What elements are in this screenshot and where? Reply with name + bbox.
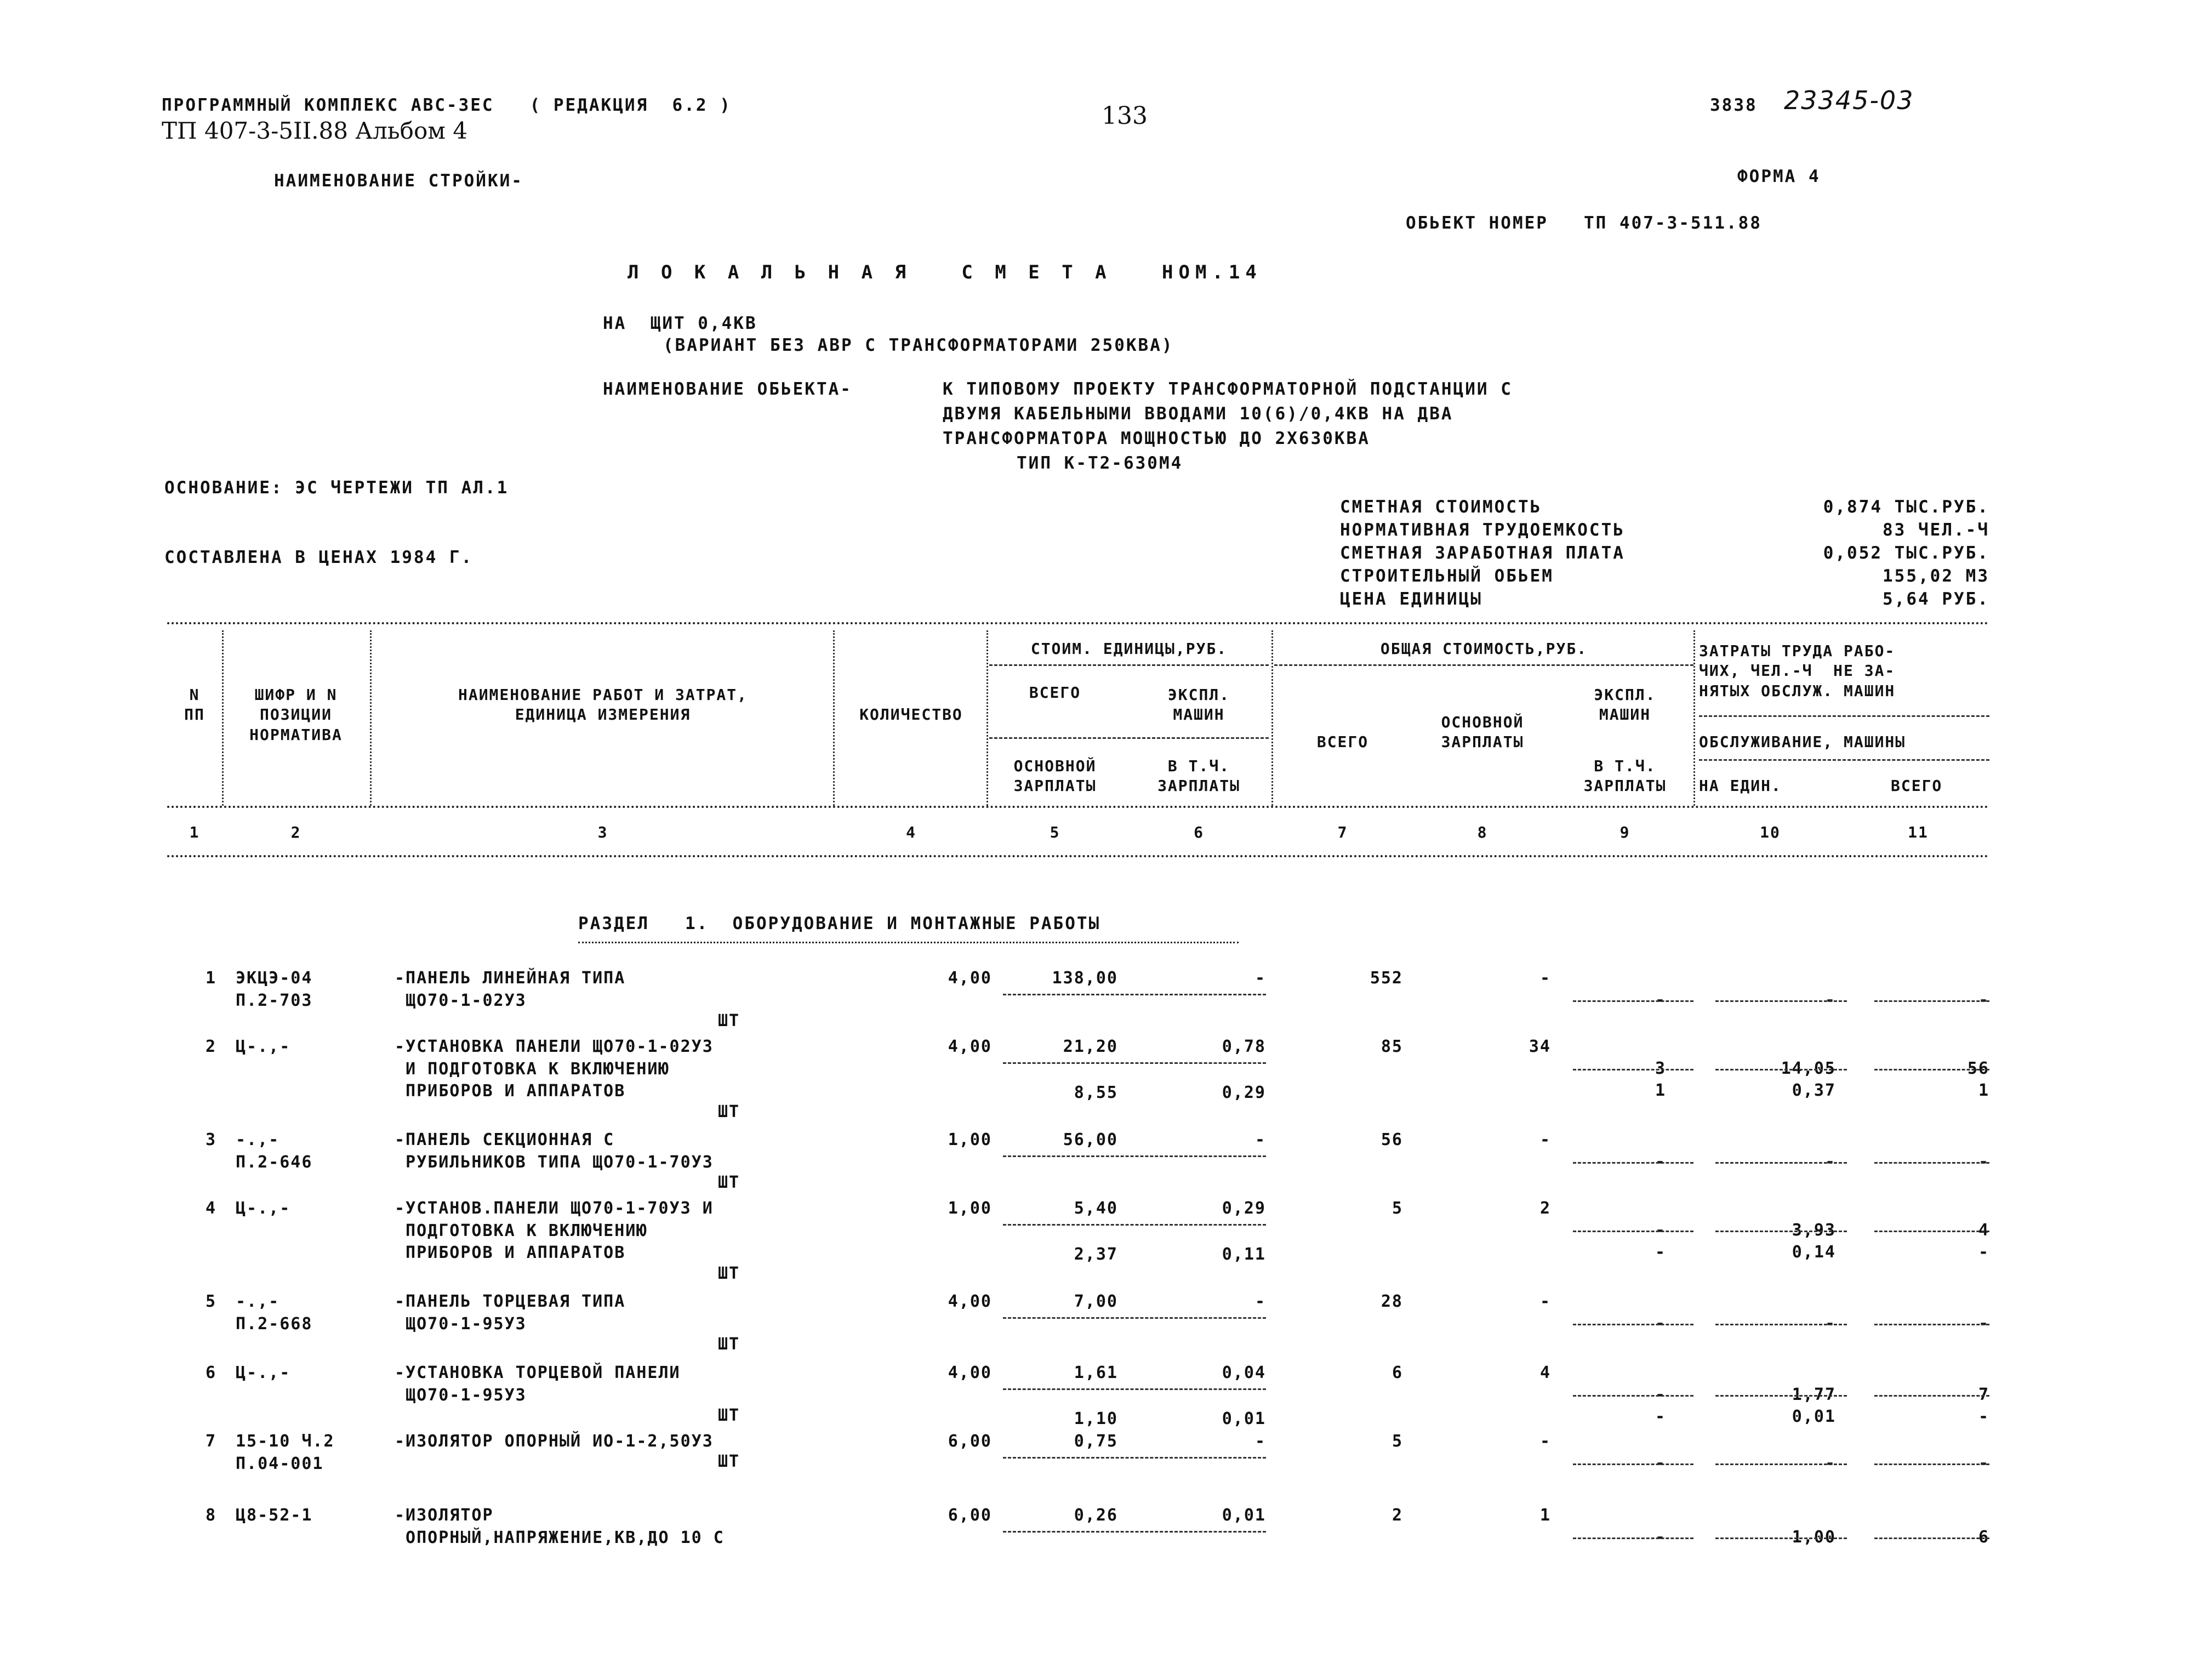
cell-rule	[1874, 1000, 1989, 1002]
cell-rule	[1573, 1000, 1693, 1002]
cell-rule	[1573, 1537, 1693, 1539]
row-incl: 0,01	[1222, 1409, 1266, 1428]
row-labor-unit: -	[1824, 1454, 1836, 1473]
row-total-incl: 1	[1655, 1081, 1666, 1100]
cell-rule	[1715, 1537, 1847, 1539]
row-number: 4	[205, 1199, 216, 1218]
row-unit: ШТ	[718, 1011, 740, 1030]
row-unit: ШТ	[718, 1173, 740, 1192]
cell-rule	[1874, 1463, 1989, 1465]
summary-label: СМЕТНАЯ ЗАРАБОТНАЯ ПЛАТА	[1340, 543, 1625, 563]
cell-rule	[1003, 1457, 1266, 1459]
construction-name: НАИМЕНОВАНИЕ СТРОЙКИ-	[274, 171, 523, 191]
summary-label: СМЕТНАЯ СТОИМОСТЬ	[1340, 497, 1542, 517]
row-mach: -	[1254, 1432, 1266, 1451]
row-wage: 8,55	[1074, 1083, 1118, 1102]
cell-rule	[1573, 1324, 1693, 1325]
row-price: 1,61	[1074, 1363, 1118, 1382]
header-labor: ЗАТРАТЫ ТРУДА РАБО- ЧИХ, ЧЕЛ.-Ч НЕ ЗА- НЯТЫХ ОБСЛУЖ. МАШИН	[1699, 642, 1896, 700]
row-name: -ПАНЕЛЬ СЕКЦИОННАЯ С РУБИЛЬНИКОВ ТИПА ЩО70-1-70У3	[395, 1130, 714, 1172]
row-labor-unit: -	[1824, 1314, 1836, 1333]
section-title: РАЗДЕЛ 1. ОБОРУДОВАНИЕ И МОНТАЖНЫЕ РАБОТЫ	[578, 914, 1101, 933]
col-number: 11	[1908, 823, 1929, 841]
row-total-wage: -	[1539, 1432, 1551, 1451]
row-mach: 0,29	[1222, 1199, 1266, 1218]
header-total-mach: ЭКСПЛ. МАШИН	[1594, 686, 1656, 724]
header-labor2: ОБСЛУЖИВАНИЕ, МАШИНЫ	[1699, 733, 1906, 751]
row-code: Ц-.,-	[236, 1037, 291, 1056]
row-name: -ПАНЕЛЬ ТОРЦЕВАЯ ТИПА ЩО70-1-95У3	[395, 1292, 626, 1334]
cell-rule	[1874, 1069, 1989, 1070]
estimate-title: Л О К А Л Ь Н А Я С М Е Т А НОМ.14	[628, 261, 1262, 283]
row-labor-unit: -	[1824, 1152, 1836, 1171]
row-qty: 6,00	[948, 1432, 992, 1451]
row-price: 5,40	[1074, 1199, 1118, 1218]
row-name: -УСТАНОВКА ПАНЕЛИ ЩО70-1-02У3 И ПОДГОТОВКА К ВКЛЮЧЕНИЮ ПРИБОРОВ И АППАРАТОВ	[395, 1037, 714, 1101]
row-incl: 0,29	[1222, 1083, 1266, 1102]
object-line1: К ТИПОВОМУ ПРОЕКТУ ТРАНСФОРМАТОРНОЙ ПОДСТАНЦИИ С	[943, 379, 1513, 399]
section-underline	[578, 942, 1239, 943]
row-code: -.,- П.2-668	[236, 1292, 313, 1334]
row-mach: 0,78	[1222, 1037, 1266, 1056]
row-incl: 0,11	[1222, 1245, 1266, 1264]
basis-text: ОСНОВАНИЕ: ЭС ЧЕРТЕЖИ ТП АЛ.1	[164, 478, 509, 498]
cell-rule	[1874, 1324, 1989, 1325]
col-divider	[370, 630, 372, 806]
row-name: -ПАНЕЛЬ ЛИНЕЙНАЯ ТИПА ЩО70-1-02У3	[395, 969, 626, 1010]
row-unit: ШТ	[718, 1102, 740, 1121]
summary-value: 5,64 РУБ.	[1883, 589, 1989, 609]
header-unit-incl: В Т.Ч. ЗАРПЛАТЫ	[1157, 757, 1240, 795]
object-line2: ДВУМЯ КАБЕЛЬНЫМИ ВВОДАМИ 10(6)/0,4КВ НА ДВА	[943, 404, 1453, 424]
row-name: -УСТАНОВ.ПАНЕЛИ ЩО70-1-70У3 И ПОДГОТОВКА К ВКЛЮЧЕНИЮ ПРИБОРОВ И АППАРАТОВ	[395, 1199, 714, 1262]
col-number: 6	[1194, 823, 1204, 841]
row-total: 6	[1392, 1363, 1403, 1382]
object-label: НАИМЕНОВАНИЕ ОБЬЕКТА-	[603, 379, 852, 399]
header-labor-total: ВСЕГО	[1891, 777, 1943, 795]
col-divider	[833, 630, 835, 806]
col-number: 1	[189, 823, 200, 841]
row-total-mach: -	[1655, 1528, 1666, 1547]
row-total-wage: -	[1539, 1130, 1551, 1149]
row-labor-total: 7	[1978, 1385, 1989, 1404]
row-total: 85	[1381, 1037, 1403, 1056]
row-total-wage: 1	[1539, 1506, 1551, 1525]
cell-rule	[1874, 1395, 1989, 1397]
header-bottom-rule	[167, 855, 1989, 857]
header-num: N ПП	[184, 686, 205, 724]
row-total-mach: -	[1655, 990, 1666, 1010]
row-mach: -	[1254, 969, 1266, 988]
row-unit: ШТ	[718, 1452, 740, 1471]
col-divider	[1693, 630, 1695, 806]
cell-rule	[1003, 994, 1266, 995]
row-total-mach: -	[1655, 1221, 1666, 1240]
row-number: 5	[205, 1292, 216, 1311]
row-name: -ИЗОЛЯТОР ОПОРНЫЙ,НАПРЯЖЕНИЕ,КВ,ДО 10 С	[395, 1506, 725, 1547]
album-title: ТП 407-3-5II.88 Альбом 4	[162, 117, 467, 144]
row-total: 56	[1381, 1130, 1403, 1149]
row-total-mach: -	[1655, 1385, 1666, 1404]
row-labor-unit-2: 0,37	[1792, 1081, 1836, 1100]
cell-rule	[1003, 1531, 1266, 1533]
prices-text: СОСТАВЛЕНА В ЦЕНАХ 1984 Г.	[164, 548, 474, 567]
col-divider	[222, 630, 224, 806]
row-labor-total: 6	[1978, 1528, 1989, 1547]
cell-rule	[1715, 1000, 1847, 1002]
row-labor-unit-2: 0,01	[1792, 1407, 1836, 1426]
header-code: ШИФР И N ПОЗИЦИИ НОРМАТИВА	[249, 686, 343, 744]
summary-label: СТРОИТЕЛЬНЫЙ ОБЬЕМ	[1340, 566, 1554, 586]
row-total: 5	[1392, 1432, 1403, 1451]
summary-value: 0,874 ТЫС.РУБ.	[1823, 497, 1989, 517]
row-wage: 1,10	[1074, 1409, 1118, 1428]
row-code: ЭКЦЭ-04 П.2-703	[236, 969, 313, 1010]
row-qty: 4,00	[948, 969, 992, 988]
row-qty: 6,00	[948, 1506, 992, 1525]
row-labor-unit: 3,93	[1792, 1221, 1836, 1240]
row-number: 6	[205, 1363, 216, 1382]
row-qty: 4,00	[948, 1363, 992, 1382]
row-total-mach: -	[1655, 1152, 1666, 1171]
row-total-mach: -	[1655, 1454, 1666, 1473]
header-name: НАИМЕНОВАНИЕ РАБОТ И ЗАТРАТ, ЕДИНИЦА ИЗМЕРЕНИЯ	[458, 686, 748, 724]
cell-rule	[1003, 1155, 1266, 1157]
row-price: 21,20	[1063, 1037, 1118, 1056]
col-number: 8	[1477, 823, 1488, 841]
row-labor-unit: 1,00	[1792, 1528, 1836, 1547]
summary-label: ЦЕНА ЕДИНИЦЫ	[1340, 589, 1482, 609]
col-divider	[1271, 630, 1273, 806]
cell-rule	[1715, 1395, 1847, 1397]
row-code: -.,- П.2-646	[236, 1130, 313, 1172]
row-number: 3	[205, 1130, 216, 1149]
cell-rule	[1573, 1395, 1693, 1397]
row-qty: 1,00	[948, 1130, 992, 1149]
header-total-incl: В Т.Ч. ЗАРПЛАТЫ	[1583, 757, 1667, 795]
col-divider	[986, 630, 988, 806]
cell-rule	[1573, 1162, 1693, 1164]
col-number: 7	[1337, 823, 1348, 841]
cell-rule	[1003, 1388, 1266, 1390]
row-total: 5	[1392, 1199, 1403, 1218]
row-total-wage: -	[1539, 1292, 1551, 1311]
cell-rule	[1874, 1162, 1989, 1164]
row-labor-unit: 1,77	[1792, 1385, 1836, 1404]
cell-rule	[1573, 1069, 1693, 1070]
header-unit-wage: ОСНОВНОЙ ЗАРПЛАТЫ	[1013, 757, 1097, 795]
header-unit-total: ВСЕГО	[1029, 684, 1081, 702]
row-total-wage: -	[1539, 969, 1551, 988]
row-code: 15-10 Ч.2 П.04-001	[236, 1432, 335, 1473]
cell-rule	[1003, 1062, 1266, 1064]
object-line3: ТРАНСФОРМАТОРА МОЩНОСТЬЮ ДО 2Х630КВА	[943, 429, 1370, 448]
row-labor-total: -	[1978, 1152, 1989, 1171]
cell-rule	[1874, 1537, 1989, 1539]
row-code: Ц-.,-	[236, 1363, 291, 1382]
cell-rule	[1715, 1463, 1847, 1465]
row-total-wage: 34	[1529, 1037, 1551, 1056]
row-price: 56,00	[1063, 1130, 1118, 1149]
object-number: ОБЬЕКТ НОМЕР ТП 407-3-511.88	[1406, 213, 1762, 233]
row-name: -УСТАНОВКА ТОРЦЕВОЙ ПАНЕЛИ ЩО70-1-95У3	[395, 1363, 681, 1405]
header-total-wage: ОСНОВНОЙ ЗАРПЛАТЫ	[1441, 713, 1524, 751]
row-total: 28	[1381, 1292, 1403, 1311]
row-code: Ц-.,-	[236, 1199, 291, 1218]
page-number: 133	[1102, 102, 1148, 130]
row-wage: 2,37	[1074, 1245, 1118, 1264]
header-rule	[167, 806, 1989, 808]
summary-value: 83 ЧЕЛ.-Ч	[1883, 520, 1989, 540]
row-number: 1	[205, 969, 216, 988]
header-labor-unit: НА ЕДИН.	[1699, 777, 1782, 795]
row-code: Ц8-52-1	[236, 1506, 313, 1525]
col-number: 3	[597, 823, 608, 841]
row-labor-total: 4	[1978, 1221, 1989, 1240]
row-qty: 1,00	[948, 1199, 992, 1218]
row-labor-total-2: 1	[1978, 1081, 1989, 1100]
estimate-for-line1: НА ЩИТ 0,4КВ	[603, 314, 757, 333]
row-labor-unit: -	[1824, 990, 1836, 1010]
object-line4: ТИП К-Т2-630М4	[1017, 453, 1183, 473]
program-title: ПРОГРАММНЫЙ КОМПЛЕКС АВС-3ЕС ( РЕДАКЦИЯ 6.2 )	[162, 95, 732, 115]
form-label: ФОРМА 4	[1737, 167, 1821, 186]
header-qty: КОЛИЧЕСТВО	[859, 705, 963, 724]
row-name: -ИЗОЛЯТОР ОПОРНЫЙ ИО-1-2,50У3	[395, 1432, 714, 1451]
row-mach: 0,04	[1222, 1363, 1266, 1382]
row-total-wage: 4	[1539, 1363, 1551, 1382]
row-unit: ШТ	[718, 1406, 740, 1425]
cell-rule	[1715, 1324, 1847, 1325]
cell-rule	[1874, 1231, 1989, 1232]
row-labor-unit-2: 0,14	[1792, 1243, 1836, 1262]
row-price: 138,00	[1052, 969, 1118, 988]
header-unit-mach: ЭКСПЛ. МАШИН	[1167, 686, 1230, 724]
row-total-incl: -	[1655, 1243, 1666, 1262]
col-number: 9	[1619, 823, 1630, 841]
cell-rule	[1715, 1069, 1847, 1070]
row-total-incl: -	[1655, 1407, 1666, 1426]
row-total: 552	[1370, 969, 1403, 988]
row-mach: -	[1254, 1130, 1266, 1149]
cell-rule	[1003, 1224, 1266, 1226]
row-mach: 0,01	[1222, 1506, 1266, 1525]
row-price: 7,00	[1074, 1292, 1118, 1311]
col-number: 2	[290, 823, 301, 841]
row-number: 8	[205, 1506, 216, 1525]
row-mach: -	[1254, 1292, 1266, 1311]
handwritten-number: 23345-03	[1784, 86, 1914, 115]
row-total-mach: -	[1655, 1314, 1666, 1333]
cell-rule	[1573, 1231, 1693, 1232]
header-total-cost: ОБЩАЯ СТОИМОСТЬ,РУБ.	[1380, 640, 1588, 658]
row-unit: ШТ	[718, 1335, 740, 1354]
header-total-all: ВСЕГО	[1316, 733, 1369, 751]
col-number: 5	[1050, 823, 1060, 841]
row-qty: 4,00	[948, 1037, 992, 1056]
cell-rule	[1715, 1162, 1847, 1164]
row-labor-total: 56	[1967, 1059, 1989, 1078]
row-price: 0,75	[1074, 1432, 1118, 1451]
table-top-rule	[167, 622, 1989, 624]
summary-value: 155,02 М3	[1883, 566, 1989, 586]
row-labor-total-2: -	[1978, 1407, 1989, 1426]
row-total: 2	[1392, 1506, 1403, 1525]
doc-code: 3838	[1710, 95, 1758, 115]
cell-rule	[1003, 1317, 1266, 1319]
row-labor-total: -	[1978, 990, 1989, 1010]
row-total-wage: 2	[1539, 1199, 1551, 1218]
col-number: 10	[1760, 823, 1781, 841]
summary-label: НОРМАТИВНАЯ ТРУДОЕМКОСТЬ	[1340, 520, 1625, 540]
summary-value: 0,052 ТЫС.РУБ.	[1823, 543, 1989, 563]
header-unit-cost: СТОИМ. ЕДИНИЦЫ,РУБ.	[1030, 640, 1228, 658]
estimate-for-line2: (ВАРИАНТ БЕЗ АВР С ТРАНСФОРМАТОРАМИ 250КВА)	[663, 335, 1174, 355]
row-labor-total-2: -	[1978, 1243, 1989, 1262]
cell-rule	[1715, 1231, 1847, 1232]
row-labor-total: -	[1978, 1454, 1989, 1473]
row-total-mach: 3	[1655, 1059, 1666, 1078]
col-number: 4	[906, 823, 916, 841]
row-number: 2	[205, 1037, 216, 1056]
row-labor-unit: 14,05	[1781, 1059, 1836, 1078]
row-number: 7	[205, 1432, 216, 1451]
row-price: 0,26	[1074, 1506, 1118, 1525]
row-qty: 4,00	[948, 1292, 992, 1311]
row-labor-total: -	[1978, 1314, 1989, 1333]
cell-rule	[1573, 1463, 1693, 1465]
row-unit: ШТ	[718, 1264, 740, 1283]
